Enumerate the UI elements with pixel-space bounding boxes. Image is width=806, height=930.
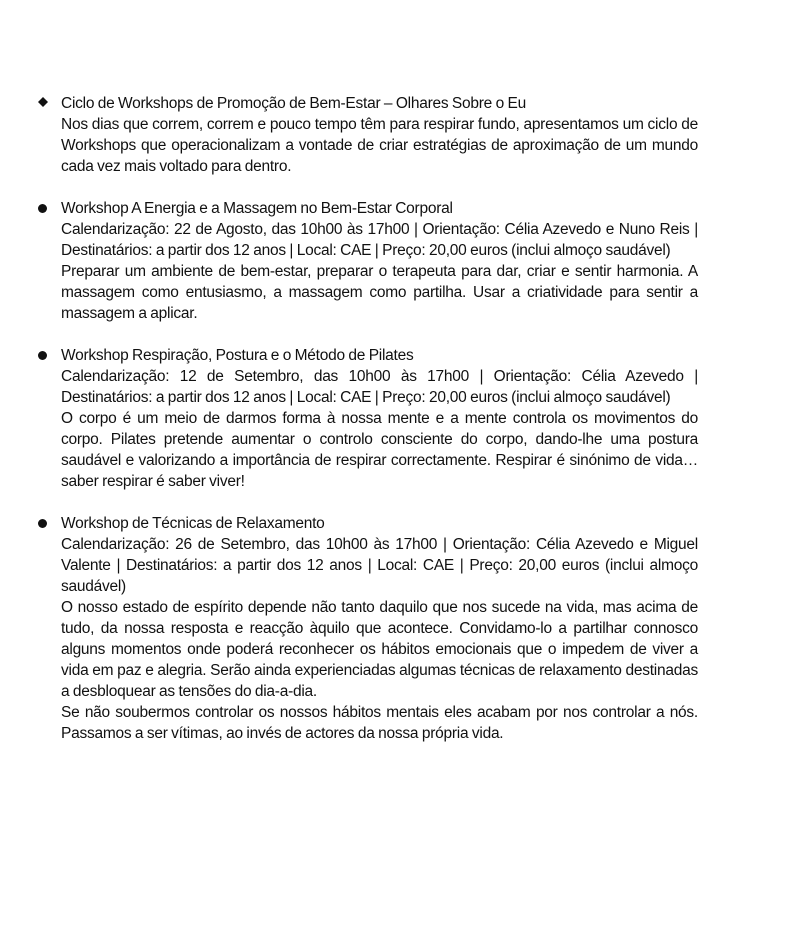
workshop-closing-note: Se não soubermos controlar os nossos hábitos mentais eles acabam por nos controlar a nós. Passamos a ser vítimas, ao invés de actores da nossa própria vida. <box>61 704 698 742</box>
workshop-massage-section <box>38 198 698 324</box>
workshop-description: O corpo é um meio de darmos forma à nossa mente e a mente controla os movimentos do corpo. Pilates pretende aumentar o controlo consciente do corpo, dando-lhe uma postura saudável e valorizando a importância de respirar correctamente. Respirar é sinónimo de vida… saber respirar é saber viver! <box>61 410 698 490</box>
workshop-pilates-section <box>38 345 698 492</box>
bullet-dot-icon <box>38 204 47 213</box>
workshop-details: Calendarização: 26 de Setembro, das 10h00 às 17h00 | Orientação: Célia Azevedo e Miguel Valente | Destinatários: a partir dos 12 anos | Local: CAE | Preço: 20,00 euros (inclui almoço saudável) <box>61 536 698 595</box>
bullet-dot-icon <box>38 351 47 360</box>
diamond-bullet-icon <box>38 97 48 107</box>
bullet-dot-icon <box>38 519 47 528</box>
workshop-details: Calendarização: 12 de Setembro, das 10h00 às 17h00 | Orientação: Célia Azevedo | Destinatários: a partir dos 12 anos | Local: CAE | Preço: 20,00 euros (inclui almoço saudável) <box>61 368 698 406</box>
workshop-list <box>38 93 698 744</box>
workshop-title: Workshop Respiração, Postura e o Método de Pilates <box>61 347 414 364</box>
workshop-cycle-section <box>38 93 698 177</box>
workshop-description: O nosso estado de espírito depende não tanto daquilo que nos sucede na vida, mas acima de tudo, da nossa resposta e reacção àquilo que acontece. Convidamo-lo a partilhar connosco alguns momentos onde poderá reconhecer os hábitos emocionais que o impedem de viver a vida em paz e alegria. Serão ainda experienciadas algumas técnicas de relaxamento destinadas a desbloquear as tensões do dia-a-dia. <box>61 599 698 700</box>
workshop-relaxation-section <box>38 513 698 744</box>
workshop-title: Workshop A Energia e a Massagem no Bem-Estar Corporal <box>61 200 453 217</box>
section-description: Nos dias que correm, correm e pouco tempo têm para respirar fundo, apresentamos um ciclo de Workshops que operacionalizam a vontade de criar estratégias de aproximação de um mundo cada vez mais voltado para dentro. <box>61 116 698 175</box>
workshop-title: Workshop de Técnicas de Relaxamento <box>61 515 325 532</box>
workshop-description: Preparar um ambiente de bem-estar, preparar o terapeuta para dar, criar e sentir harmonia. A massagem como entusiasmo, a massagem como partilha. Usar a criatividade para sentir a massagem a aplicar. <box>61 263 698 322</box>
section-title: Ciclo de Workshops de Promoção de Bem-Estar – Olhares Sobre o Eu <box>61 95 526 112</box>
workshop-details: Calendarização: 22 de Agosto, das 10h00 às 17h00 | Orientação: Célia Azevedo e Nuno Reis | Destinatários: a partir dos 12 anos | Local: CAE | Preço: 20,00 euros (inclui almoço saudável) <box>61 221 698 259</box>
